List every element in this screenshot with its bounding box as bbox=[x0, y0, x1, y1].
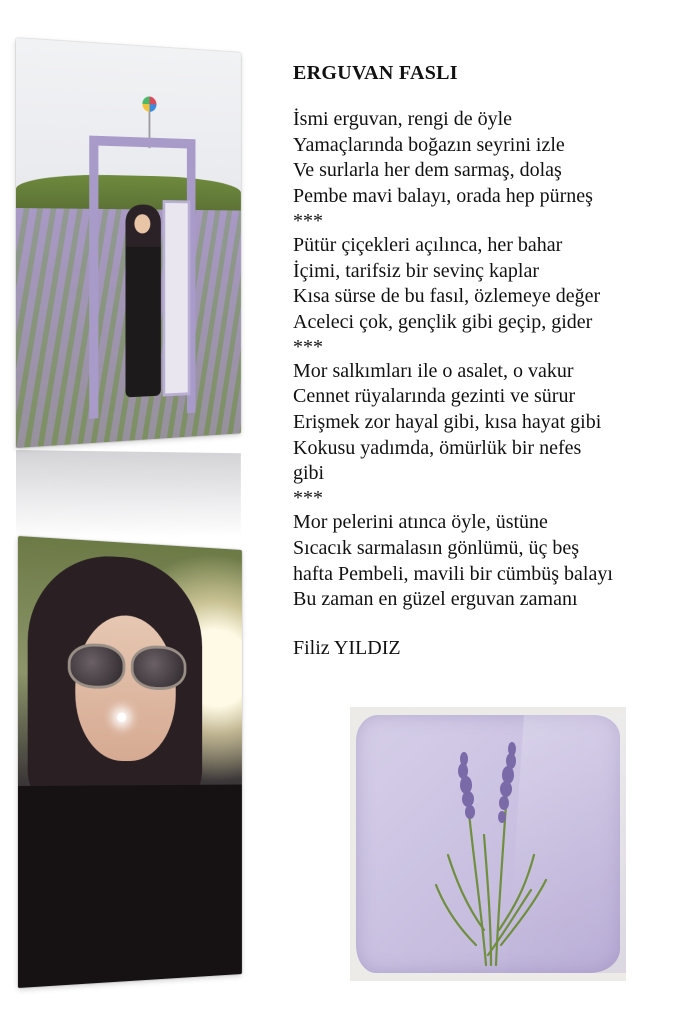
stanza-3: Mor salkımları ile o asalet, o vakur Cennet rüyalarında gezinti ve sürur Erişmek zor hayal gibi, kısa hayat gibi Kokusu yadımda, ömürlük bir nefes gibi bbox=[293, 359, 602, 485]
stanza-1: İsmi erguvan, rengi de öyle Yamaçlarında boğazın seyrini izle Ve surlarla her dem sarmaş, dolaş Pembe mavi balayı, orada hep pürneş bbox=[293, 108, 593, 208]
photo-lavender-field bbox=[16, 38, 241, 448]
pillow-image bbox=[350, 707, 626, 981]
photo-selfie bbox=[18, 536, 242, 988]
sunglasses-icon bbox=[68, 643, 187, 689]
door-panel bbox=[163, 200, 191, 396]
poem-title: ERGUVAN FASLI bbox=[293, 62, 458, 84]
stanza-2: Pütür çiçekleri açılınca, her bahar İçimi, tarifsiz bir sevinç kaplar Kısa sürse de bu fasıl, özlemeye değer Aceleci çok, gençlik gibi geçip, gider bbox=[293, 233, 601, 333]
stanza-separator: *** bbox=[293, 335, 323, 358]
pillow bbox=[356, 715, 620, 973]
poem bbox=[293, 62, 685, 660]
photo-reflection bbox=[16, 450, 241, 540]
stanza-separator: *** bbox=[293, 487, 323, 510]
person-face bbox=[134, 214, 150, 233]
light-flare bbox=[117, 712, 126, 722]
lavender-sprig-icon bbox=[356, 715, 620, 973]
stanza-4: Mor pelerini atınca öyle, üstüne Sıcacık sarmalasın gönlümü, üç beş hafta Pembeli, mavili bir cümbüş balayı Bu zaman en güzel erguvan zamanı bbox=[293, 511, 613, 611]
stanza-separator: *** bbox=[293, 209, 323, 232]
pinwheel-icon bbox=[142, 96, 156, 112]
author-signature: Filiz YILDIZ bbox=[293, 636, 401, 659]
body-clothing bbox=[18, 785, 242, 988]
